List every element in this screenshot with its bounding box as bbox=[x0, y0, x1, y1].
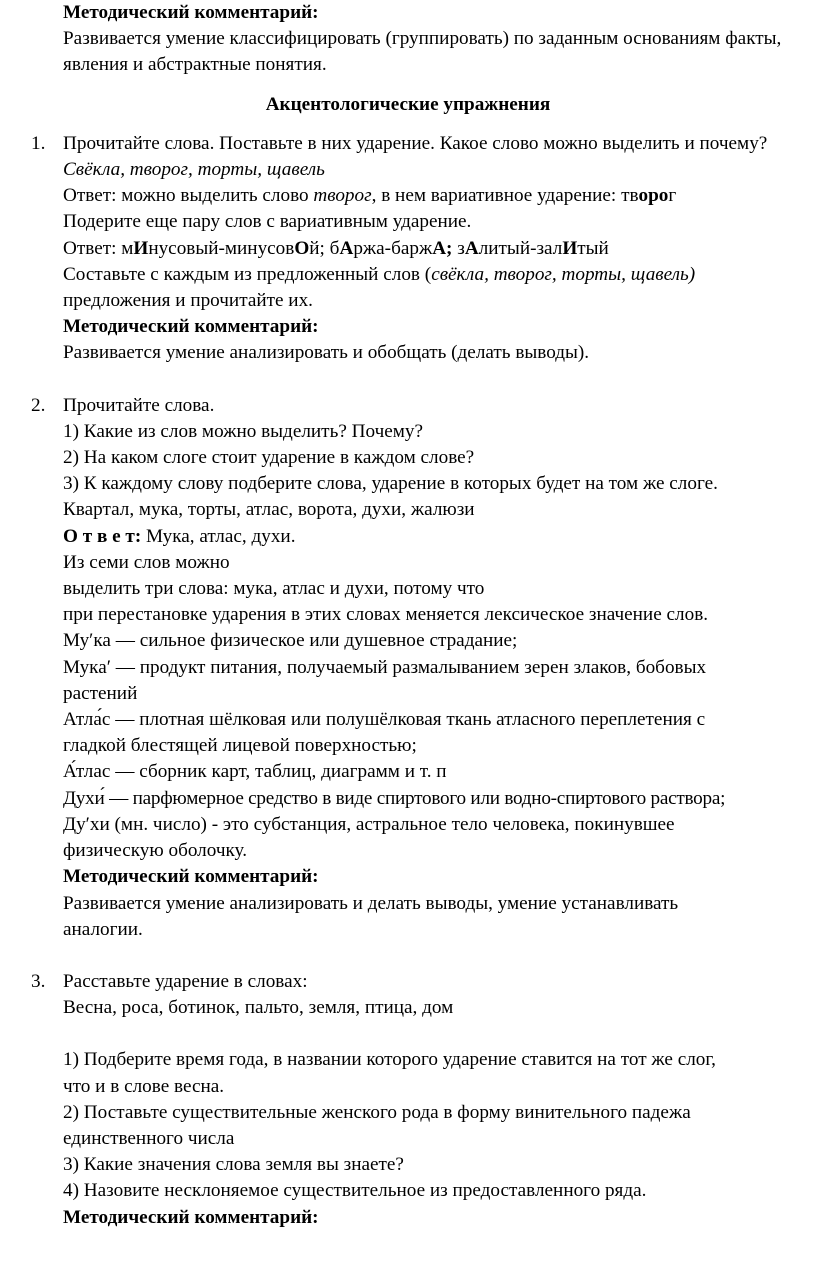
task-3-prompt: Расставьте ударение в словах: bbox=[63, 970, 308, 992]
task-1-number: 1. bbox=[31, 132, 46, 154]
task-1-comment-text: Развивается умение анализировать и обобщать (делать выводы). bbox=[63, 342, 590, 364]
task-2-comment-a: Развивается умение анализировать и делать выводы, умение устанавливать bbox=[63, 892, 679, 914]
task-1-subtask: Подерите еще пару слов с вариативным ударение. bbox=[63, 211, 472, 233]
answer2-text-6: тый bbox=[577, 237, 609, 259]
task-1-answer bbox=[63, 183, 808, 209]
task-1-compose bbox=[63, 262, 808, 288]
task-1-answer-stress: оро bbox=[638, 185, 669, 207]
task-3-q1b: что и в слове весна. bbox=[63, 1075, 225, 1097]
task-2-answer-text: Мука, атлас, духи. bbox=[141, 525, 296, 547]
answer2-text-5: литый-зал bbox=[478, 237, 563, 259]
answer2-stress-1: И bbox=[133, 237, 149, 259]
task-2-def-6b: физическую оболочку. bbox=[63, 840, 248, 862]
task-1-answer-middle: , в нем вариативное ударение: тв bbox=[371, 185, 639, 207]
task-2-comment-heading: Методический комментарий: bbox=[63, 866, 319, 888]
task-1-comment-heading: Методический комментарий: bbox=[63, 316, 319, 338]
task-2-def-1: Му′ка — сильное физическое или душевное страдание; bbox=[63, 630, 518, 652]
task-2-q1: 1) Какие из слов можно выделить? Почему? bbox=[63, 420, 423, 442]
task-2-exp-3: при перестановке ударения в этих словах меняется лексическое значение слов. bbox=[63, 604, 709, 626]
task-3-q4: 4) Назовите несклоняемое существительное из предоставленного ряда. bbox=[63, 1180, 647, 1202]
intro-text: Развивается умение классифицировать (группировать) по заданным основаниям факты, явления и абстрактные понятия. bbox=[63, 28, 782, 76]
task-2-answer bbox=[63, 524, 808, 550]
task-2-exp-2: выделить три слова: мука, атлас и духи, потому что bbox=[63, 578, 485, 600]
task-1-answer-2 bbox=[63, 236, 808, 262]
task-2-def-3b: гладкой блестящей лицевой поверхностью; bbox=[63, 735, 417, 757]
answer2-stress-4: А; bbox=[432, 237, 453, 259]
task-3 bbox=[0, 969, 816, 1231]
task-1-answer-prefix: Ответ: можно выделить слово bbox=[63, 185, 314, 207]
task-2 bbox=[0, 393, 816, 943]
answer2-text-1: нусовый-минусов bbox=[148, 237, 295, 259]
task-3-q3: 3) Какие значения слова земля вы знаете? bbox=[63, 1154, 404, 1176]
intro-heading: Методический комментарий: bbox=[63, 2, 319, 23]
task-3-words: Весна, роса, ботинок, пальто, земля, птица, дом bbox=[63, 997, 454, 1019]
answer2-text-3: ржа-барж bbox=[353, 237, 433, 259]
answer2-lead: Ответ: м bbox=[63, 237, 134, 259]
task-1-prompt: Прочитайте слова. Поставьте в них ударение. Какое слово можно выделить и почему? bbox=[63, 132, 768, 154]
task-1 bbox=[0, 131, 816, 367]
task-3-q1a: 1) Подберите время года, в названии которого ударение ставится на тот же слог, bbox=[63, 1049, 716, 1071]
task-2-def-6a: Ду′хи (мн. число) - это субстанция, астральное тело человека, покинувшее bbox=[63, 813, 675, 835]
task-2-q3: 3) К каждому слову подберите слова, ударение в которых будет на том же слоге. bbox=[63, 473, 718, 495]
task-2-def-2b: растений bbox=[63, 682, 138, 704]
task-2-def-4: А́тлас — сборник карт, таблиц, диаграмм и т. п bbox=[63, 761, 447, 783]
task-1-compose-words: свёкла, творог, торты, щавель) bbox=[431, 263, 696, 285]
task-2-prompt: Прочитайте слова. bbox=[63, 394, 215, 416]
task-2-comment-b: аналогии. bbox=[63, 918, 143, 940]
task-3-comment-heading: Методический комментарий: bbox=[63, 1206, 319, 1228]
task-3-number: 3. bbox=[31, 970, 46, 992]
task-2-def-2a: Мука′ — продукт питания, получаемый размалыванием зерен злаков, бобовых bbox=[63, 656, 707, 678]
task-2-def-3a: Атла́с — плотная шёлковая или полушёлковая ткань атласного переплетения с bbox=[63, 709, 706, 731]
task-2-exp-1: Из семи слов можно bbox=[63, 551, 230, 573]
task-3-q2b: единственного числа bbox=[63, 1127, 235, 1149]
answer2-stress-6: И bbox=[562, 237, 578, 259]
intro-section bbox=[0, 0, 816, 79]
task-1-compose-suffix: предложения и прочитайте их. bbox=[63, 290, 313, 312]
section-title: Акцентологические упражнения bbox=[265, 93, 551, 115]
answer2-stress-3: А bbox=[339, 237, 354, 259]
task-1-answer-word: творог bbox=[313, 185, 372, 207]
task-2-number: 2. bbox=[31, 394, 46, 416]
answer2-text-2: й; б bbox=[309, 237, 340, 259]
task-2-answer-label: О т в е т: bbox=[63, 525, 142, 547]
answer2-stress-2: О bbox=[294, 237, 310, 259]
task-2-words: Квартал, мука, торты, атлас, ворота, духи, жалюзи bbox=[63, 499, 475, 521]
task-2-def-5: Духи́ — парфюмерное средство в виде спиртового или водно-спиртового раствора; bbox=[63, 787, 726, 809]
task-2-q2: 2) На каком слоге стоит ударение в каждом слове? bbox=[63, 447, 475, 469]
task-1-compose-prefix: Составьте с каждым из предложенный слов ( bbox=[63, 263, 432, 285]
answer2-stress-5: А bbox=[464, 237, 479, 259]
task-3-q2a: 2) Поставьте существительные женского рода в форму винительного падежа bbox=[63, 1101, 691, 1123]
answer2-text-4: з bbox=[452, 237, 465, 259]
task-1-words: Свёкла, творог, торты, щавель bbox=[63, 159, 325, 181]
task-1-answer-end: г bbox=[668, 185, 677, 207]
